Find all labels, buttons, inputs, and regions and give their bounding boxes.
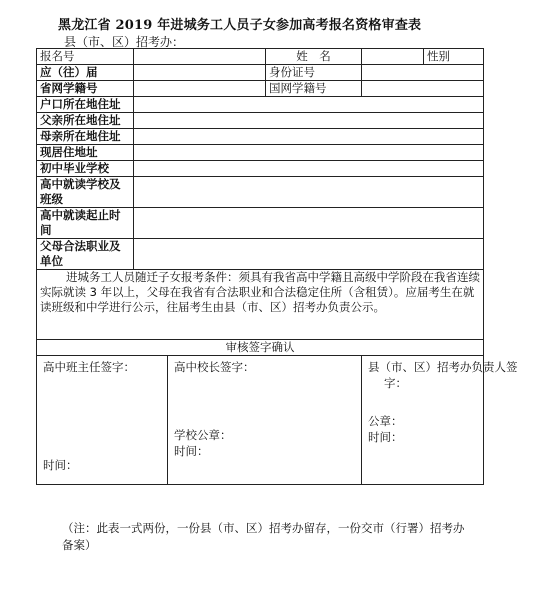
household-address-label: 户口所在地住址 bbox=[37, 97, 134, 113]
principal-time-label: 时间： bbox=[174, 444, 209, 458]
form-title: 黑龙江省 2019 年进城务工人员子女参加高考报名资格审查表 bbox=[58, 18, 422, 33]
form-row-student-no bbox=[37, 81, 484, 97]
conditions-line2: 实际就读 3 年以上，父母在我省有合法职业和合法稳定住所（含租赁）。应届考生在就 bbox=[40, 285, 475, 299]
father-address-label: 父亲所在地住址 bbox=[37, 113, 134, 129]
county-office-label: 县（市、区）招考办： bbox=[64, 35, 185, 49]
office-seal-label: 公章： bbox=[368, 414, 403, 428]
mother-address-field[interactable] bbox=[134, 129, 484, 145]
national-student-no-field[interactable] bbox=[362, 81, 484, 97]
conditions-line1: 进城务工人员随迁子女报考条件：须具有我省高中学籍且高级中学阶段在我省连续 bbox=[66, 270, 480, 284]
form-row-review-heading bbox=[37, 340, 484, 356]
footnote-line1: （注：此表一式两份，一份县（市、区）招考办留存，一份交市（行署）招考办 bbox=[62, 521, 465, 535]
head-teacher-signature-label: 高中班主任签字： bbox=[43, 360, 135, 374]
senior-school-label-line2: 班级 bbox=[40, 192, 63, 206]
form-row-signatures bbox=[37, 356, 484, 485]
form-row-conditions bbox=[37, 270, 484, 340]
parents-job-field[interactable] bbox=[134, 239, 484, 270]
form-row-registration bbox=[37, 49, 484, 65]
senior-school-label bbox=[37, 177, 134, 208]
study-period-label-line2: 间 bbox=[40, 223, 52, 237]
form-row-father-address bbox=[37, 113, 484, 129]
office-head-signature-label-line2: 字： bbox=[384, 376, 408, 390]
form-row-senior-school bbox=[37, 177, 484, 208]
national-student-no-label: 国网学籍号 bbox=[266, 81, 362, 97]
id-number-label: 身份证号 bbox=[266, 65, 362, 81]
office-time-label: 时间： bbox=[368, 430, 403, 444]
parents-job-label-line1: 父母合法职业及 bbox=[40, 239, 121, 253]
junior-school-label: 初中毕业学校 bbox=[37, 161, 134, 177]
head-teacher-sign-cell[interactable] bbox=[37, 356, 168, 485]
study-period-field[interactable] bbox=[134, 208, 484, 239]
mother-address-label: 母亲所在地住址 bbox=[37, 129, 134, 145]
current-address-field[interactable] bbox=[134, 145, 484, 161]
registration-no-field[interactable] bbox=[134, 49, 266, 65]
parents-job-label bbox=[37, 239, 134, 270]
provincial-student-no-label: 省网学籍号 bbox=[37, 81, 134, 97]
school-seal-label: 学校公章： bbox=[174, 428, 232, 442]
household-address-field[interactable] bbox=[134, 97, 484, 113]
head-teacher-time-label: 时间： bbox=[43, 458, 78, 472]
father-address-field[interactable] bbox=[134, 113, 484, 129]
office-head-sign-cell[interactable] bbox=[362, 356, 518, 485]
study-period-label-line1: 高中就读起止时 bbox=[40, 208, 121, 222]
footnote-line2: 备案） bbox=[62, 538, 97, 552]
gender-label: 性别 bbox=[424, 49, 484, 65]
junior-school-field[interactable] bbox=[134, 161, 484, 177]
review-heading: 审核签字确认 bbox=[37, 340, 484, 356]
name-label: 姓 名 bbox=[266, 49, 362, 65]
form-row-current-address bbox=[37, 145, 484, 161]
current-address-label: 现居住地址 bbox=[37, 145, 134, 161]
senior-school-field[interactable] bbox=[134, 177, 484, 208]
study-period-label bbox=[37, 208, 134, 239]
form-row-household-address bbox=[37, 97, 484, 113]
registration-form-table bbox=[36, 48, 518, 485]
parents-job-label-line2: 单位 bbox=[40, 254, 63, 268]
conditions-text bbox=[37, 270, 484, 340]
id-number-field[interactable] bbox=[362, 65, 484, 81]
form-row-parents-job bbox=[37, 239, 484, 270]
name-field[interactable] bbox=[362, 49, 424, 65]
senior-school-label-line1: 高中就读学校及 bbox=[40, 177, 121, 191]
footnote bbox=[62, 520, 502, 554]
principal-signature-label: 高中校长签字： bbox=[174, 360, 255, 374]
form-row-mother-address bbox=[37, 129, 484, 145]
form-row-junior-school bbox=[37, 161, 484, 177]
form-row-current-past bbox=[37, 65, 484, 81]
current-past-field[interactable] bbox=[134, 65, 266, 81]
office-head-signature-label-line1: 县（市、区）招考办负责人签 bbox=[368, 360, 518, 374]
registration-no-label: 报名号 bbox=[37, 49, 134, 65]
form-row-study-period bbox=[37, 208, 484, 239]
conditions-line3: 读班级和中学进行公示，往届考生由县（市、区）招考办负责公示。 bbox=[40, 300, 385, 314]
principal-sign-cell[interactable] bbox=[168, 356, 362, 485]
current-past-label: 应（往）届 bbox=[37, 65, 134, 81]
provincial-student-no-field[interactable] bbox=[134, 81, 266, 97]
